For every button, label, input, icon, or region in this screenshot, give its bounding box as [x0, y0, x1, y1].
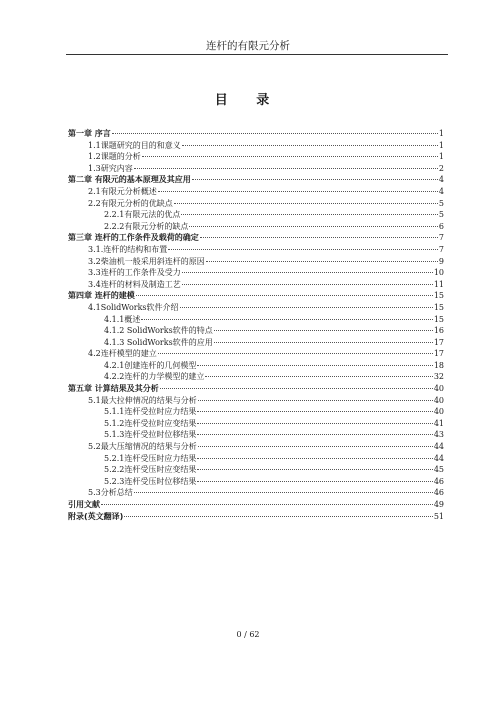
toc-entry-page: 4 [438, 186, 444, 196]
toc-leader-dots [205, 376, 432, 377]
toc-leader-dots [206, 261, 438, 262]
toc-entry[interactable] [68, 511, 444, 523]
toc-entry[interactable] [68, 406, 444, 418]
toc-leader-dots [158, 353, 433, 354]
toc-leader-dots [197, 434, 432, 435]
toc-leader-dots [189, 226, 438, 227]
toc-leader-dots [200, 237, 438, 238]
toc-entry-page: 15 [433, 291, 444, 301]
toc-entry-page: 44 [433, 442, 444, 452]
toc-leader-dots [182, 284, 433, 285]
toc-leader-dots [136, 295, 433, 296]
toc-leader-dots [158, 191, 438, 192]
toc-entry-title: 第五章 计算结果及其分析 [68, 384, 159, 394]
toc-leader-dots [174, 203, 438, 204]
toc-entry-title: 引用文献 [68, 500, 100, 509]
toc-entry[interactable] [68, 151, 444, 163]
toc-entry[interactable] [68, 256, 444, 268]
toc-entry-page: 32 [433, 372, 444, 382]
toc-entry[interactable] [68, 198, 444, 210]
toc-leader-dots [180, 307, 433, 308]
toc-entry[interactable] [68, 499, 444, 511]
toc-entry-page: 40 [433, 407, 444, 417]
toc-entry[interactable] [68, 464, 444, 476]
toc-leader-dots [134, 492, 433, 493]
toc-entry-page: 18 [433, 360, 444, 370]
toc-leader-dots [112, 133, 438, 134]
header-rule [66, 54, 448, 55]
toc-entry-title: 第四章 连杆的建模 [68, 291, 135, 301]
toc-entry-title: 2.1有限元分析概述 [88, 186, 157, 196]
toc-entry-title: 4.2.2连杆的力学模型的建立 [104, 372, 205, 382]
toc-entry-page: 40 [433, 384, 444, 394]
toc-entry[interactable] [68, 209, 444, 221]
toc-entry-page: 2 [438, 163, 444, 173]
toc-title: 目 录 [214, 93, 282, 108]
toc-leader-dots [198, 400, 433, 401]
toc-entry[interactable] [68, 128, 444, 140]
toc-entry[interactable] [68, 244, 444, 256]
toc-leader-dots [214, 342, 433, 343]
table-of-contents [68, 128, 444, 522]
toc-entry-title: 1.1课题研究的目的和意义 [88, 140, 181, 150]
toc-entry-title: 3.1.连杆的结构和布置 [88, 244, 168, 254]
toc-entry-page: 17 [433, 337, 444, 347]
toc-entry-title: 5.2最大压缩情况的结果与分析 [88, 442, 197, 452]
toc-entry-title: 附录(英文翻译) [68, 511, 124, 521]
toc-entry[interactable] [68, 348, 444, 360]
toc-entry-title: 5.3分析总结 [88, 488, 133, 498]
toc-entry-page: 46 [433, 488, 444, 498]
toc-entry-title: 3.3连杆的工作条件及受力 [88, 268, 181, 278]
toc-leader-dots [192, 179, 438, 180]
toc-leader-dots [214, 330, 433, 331]
toc-entry-title: 4.1SolidWorks软件介绍 [88, 302, 179, 312]
toc-entry[interactable] [68, 325, 444, 337]
toc-entry-page: 9 [438, 256, 444, 266]
toc-leader-dots [141, 319, 432, 320]
toc-entry-title: 5.2.1连杆受压时应力结果 [104, 453, 197, 463]
toc-entry[interactable] [68, 221, 444, 233]
toc-entry[interactable] [68, 453, 444, 465]
toc-entry-page: 1 [438, 129, 444, 138]
toc-entry-page: 10 [433, 268, 444, 278]
toc-entry-title: 1.3研究内容 [88, 163, 133, 173]
toc-entry[interactable] [68, 314, 444, 326]
toc-entry[interactable] [68, 395, 444, 407]
toc-entry-page: 5 [438, 210, 444, 220]
toc-leader-dots [197, 411, 432, 412]
toc-entry-page: 1 [438, 152, 444, 162]
toc-entry[interactable] [68, 383, 444, 395]
toc-entry-page: 45 [433, 465, 444, 475]
toc-entry[interactable] [68, 418, 444, 430]
toc-leader-dots [197, 423, 432, 424]
toc-entry-page: 15 [433, 302, 444, 312]
toc-entry-title: 2.2.1有限元法的优点 [104, 210, 181, 220]
toc-entry-page: 40 [433, 395, 444, 405]
toc-leader-dots [134, 168, 438, 169]
page-header: 连杆的有限元分析 [206, 40, 290, 52]
toc-entry[interactable] [68, 371, 444, 383]
toc-entry-title: 5.1.3连杆受拉时位移结果 [104, 430, 197, 440]
toc-entry-page: 41 [433, 418, 444, 428]
toc-leader-dots [168, 249, 438, 250]
toc-entry-page: 6 [438, 221, 444, 231]
toc-entry-page: 51 [433, 511, 444, 521]
toc-leader-dots [197, 458, 432, 459]
toc-entry-page: 49 [433, 500, 444, 509]
toc-entry-title: 4.1.3 SolidWorks软件的应用 [104, 337, 213, 347]
toc-entry-page: 4 [438, 175, 444, 185]
toc-entry-title: 1.2课题的分析 [88, 152, 141, 162]
toc-leader-dots [182, 272, 433, 273]
toc-entry[interactable] [68, 337, 444, 349]
toc-entry-page: 7 [438, 233, 444, 243]
toc-leader-dots [160, 388, 433, 389]
toc-entry[interactable] [68, 186, 444, 198]
toc-entry[interactable] [68, 429, 444, 441]
toc-entry-title: 5.2.2连杆受压时应变结果 [104, 465, 197, 475]
toc-entry-title: 4.2连杆模型的建立 [88, 349, 157, 359]
toc-entry-page: 7 [438, 244, 444, 254]
toc-entry-title: 5.2.3连杆受压时位移结果 [104, 476, 197, 486]
toc-entry[interactable] [68, 163, 444, 175]
toc-entry-page: 5 [438, 198, 444, 208]
toc-entry-title: 第三章 连杆的工作条件及载荷的确定 [68, 233, 199, 243]
toc-entry-page: 46 [433, 476, 444, 486]
toc-leader-dots [197, 481, 432, 482]
toc-entry-title: 4.2.1创建连杆的几何模型 [104, 360, 197, 370]
toc-entry[interactable] [68, 290, 444, 302]
toc-entry-page: 1 [438, 140, 444, 150]
toc-entry[interactable] [68, 487, 444, 499]
toc-entry[interactable] [68, 267, 444, 279]
toc-entry-page: 17 [433, 349, 444, 359]
toc-entry-title: 4.1.2 SolidWorks软件的特点 [104, 326, 213, 336]
toc-entry-page: 43 [433, 430, 444, 440]
toc-leader-dots [197, 469, 432, 470]
toc-entry[interactable] [68, 476, 444, 488]
toc-entry[interactable] [68, 279, 444, 291]
toc-entry-page: 44 [433, 453, 444, 463]
toc-entry-title: 4.1.1概述 [104, 314, 141, 324]
page-number: 0 / 62 [236, 630, 260, 639]
toc-leader-dots [197, 365, 432, 366]
toc-entry-page: 15 [433, 314, 444, 324]
toc-leader-dots [181, 214, 438, 215]
toc-entry-title: 3.2柴油机一般采用斜连杆的原因 [88, 256, 205, 266]
toc-entry-title: 5.1.2连杆受拉时应变结果 [104, 418, 197, 428]
toc-leader-dots [198, 446, 433, 447]
toc-entry-page: 16 [433, 326, 444, 336]
toc-entry-title: 5.1.1连杆受拉时应力结果 [104, 407, 197, 417]
toc-entry-title: 2.2.2有限元分析的缺点 [104, 221, 189, 231]
toc-leader-dots [182, 145, 438, 146]
toc-leader-dots [142, 156, 438, 157]
toc-entry-title: 5.1最大拉伸情况的结果与分析 [88, 395, 197, 405]
toc-leader-dots [101, 504, 433, 505]
toc-entry[interactable] [68, 232, 444, 244]
toc-entry[interactable] [68, 302, 444, 314]
toc-leader-dots [124, 516, 433, 517]
toc-entry[interactable] [68, 441, 444, 453]
toc-entry-title: 2.2有限元分析的优缺点 [88, 198, 173, 208]
toc-entry[interactable] [68, 174, 444, 186]
toc-entry[interactable] [68, 360, 444, 372]
toc-entry-title: 第一章 序言 [68, 129, 111, 138]
toc-entry-title: 3.4连杆的材料及制造工艺 [88, 279, 181, 289]
toc-entry-page: 11 [433, 279, 444, 289]
toc-entry[interactable] [68, 140, 444, 152]
toc-entry-title: 第二章 有限元的基本原理及其应用 [68, 175, 191, 185]
